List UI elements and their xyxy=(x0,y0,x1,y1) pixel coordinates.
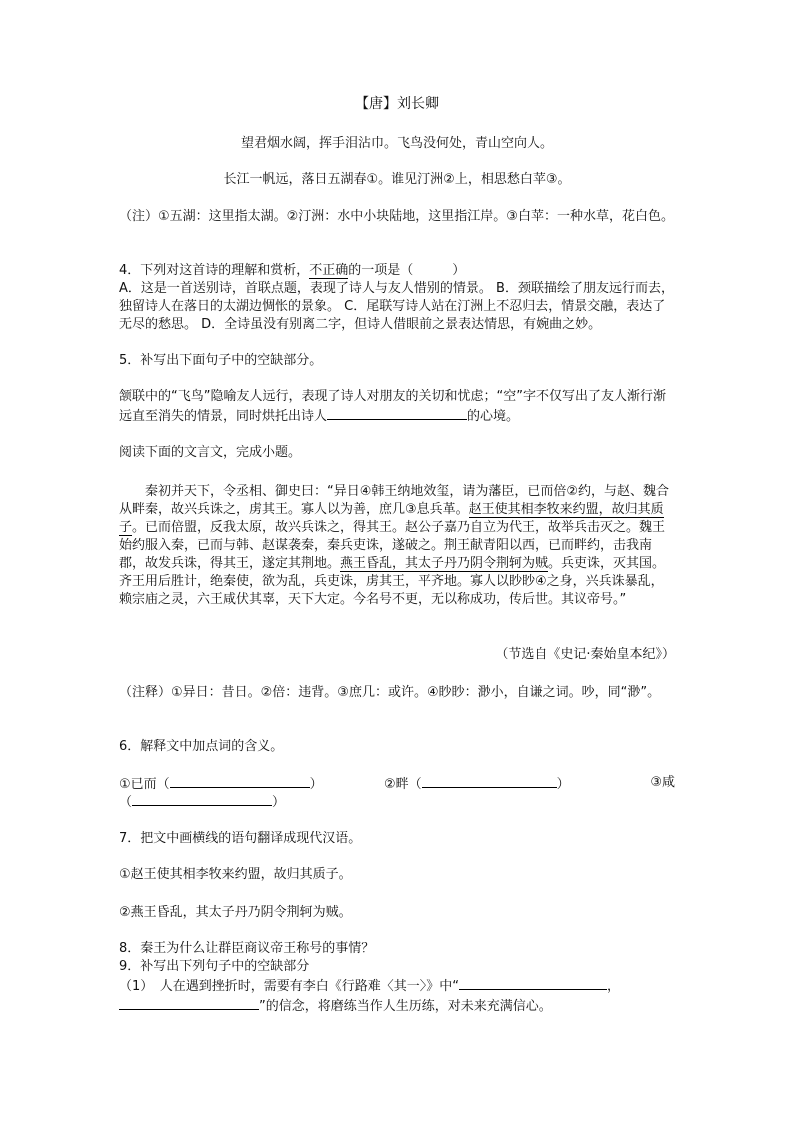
question-5-text xyxy=(119,388,675,426)
question-6-items xyxy=(119,774,675,792)
poem-note: （注）①五湖：这里指太湖。②汀洲：水中小块陆地，这里指江岸。③白苹：一种水草，花白色。 xyxy=(119,209,674,224)
q5-blank[interactable] xyxy=(327,406,467,420)
passage-body xyxy=(119,483,675,609)
q6-item-2: ②畔（ ） xyxy=(384,774,570,794)
q9-blank-2[interactable] xyxy=(119,996,259,1010)
passage-intro: 阅读下面的文言文，完成小题。 xyxy=(119,445,302,460)
poem-line-1: 望君烟水阔，挥手泪沾巾。飞鸟没何处，青山空向人。 xyxy=(240,136,553,151)
question-7-sentence-1: ①赵王使其相李牧来约盟，故归其质子。 xyxy=(119,867,352,882)
q4-stem-a: 4．下列对这首诗的理解和赏析， xyxy=(119,263,310,278)
question-6-item-3-blank: （ ） xyxy=(119,792,675,812)
question-6-stem: 6．解释文中加点词的含义。 xyxy=(119,739,284,754)
q6-item-1: ①已而（ ） xyxy=(119,774,323,794)
question-8: 8．秦王为什么让群臣商议帝王称号的事情？ xyxy=(119,941,375,956)
q5-text-b: 的心境。 xyxy=(467,409,520,424)
passage-part-1: 秦初并天下，令丞相、御史曰：“异日④韩王纳地效玺，请为藩臣，已而倍②约，与赵、魏合从畔秦，故兴兵诛之，虏其王。寡人以为善，庶几③息兵革。 xyxy=(119,484,670,517)
q4-stem-b: 的一项是（ ） xyxy=(348,263,466,278)
q6-blank-1[interactable] xyxy=(170,774,310,788)
q4-options: A．这是一首送别诗，首联点题，表现了诗人与友人惜别的情景。 B．颈联描绘了朋友远行而去，独留诗人在落日的太湖边惆怅的景象。 C．尾联写诗人站在汀洲上不忍归去，情景交融，表达了无尽的愁思。 D．全诗虽没有别离二字，但诗人借眼前之景表达情思，有婉曲之妙。 xyxy=(119,281,674,332)
passage-source: （节选自《史记·秦始皇本纪》） xyxy=(495,647,675,662)
question-9-stem: 9．补写出下列句子中的空缺部分 xyxy=(119,959,310,974)
passage-underlined-2: 燕王昏乱，其太子丹乃阴令荆轲为贼 xyxy=(340,556,549,571)
q6-blank-2[interactable] xyxy=(422,774,557,788)
passage-part-5: 。兵吏诛，灭其国。齐王用后胜计，绝秦使，欲为乱，兵吏诛，虏其王，平齐地。寡人以眇眇④之身，兴兵诛暴乱，赖宗庙之灵，六王咸伏其辜，天下大定。今名号不更，无以称成功，传后世。其议帝号。” xyxy=(119,556,666,607)
question-9-item-1: （1） 人在遇到挫折时，需要有李白《行路难〈其一〉》中“ ， ”的信念，将磨练当作人生历练，对未来充满信心。 xyxy=(119,976,675,1016)
question-7-stem: 7．把文中画横线的语句翻译成现代汉语。 xyxy=(119,831,362,846)
poem-line-2: 长江一帆远，落日五湖春①。谁见汀洲②上，相思愁白苹③。 xyxy=(223,172,571,187)
q6-blank-3[interactable] xyxy=(132,792,272,806)
passage-part-3: 。已而倍盟，反我太原，故兴兵诛之，得其王。赵公子嘉乃自立为代王，故举兵击灭之。魏王始约服入秦，已而与韩、赵谋袭秦，秦兵吏诛，遂破之。荆王献青阳以西，已而畔约，击我南郡，故发兵诛，得其王，遂定其荆地。 xyxy=(119,520,666,571)
q5-text-a: 颔联中的“飞鸟”隐喻友人远行，表现了诗人对朋友的关切和忧虑；“空”字不仅写出了友人渐行渐远直至消失的情景，同时烘托出诗人 xyxy=(119,389,666,424)
poem-author: 【唐】刘长卿 xyxy=(355,96,439,112)
passage-underlined-1: 赵王使其相李牧来约盟，故归其质子 xyxy=(119,502,664,535)
passage-notes: （注释）①异日：昔日。②倍：违背。③庶几：或许。④眇眇：渺小，自谦之词。吵，同“渺”。 xyxy=(119,685,661,700)
q6-item-3: ③咸 xyxy=(650,775,675,790)
q9-blank-1[interactable] xyxy=(459,976,607,990)
question-7-sentence-2: ②燕王昏乱，其太子丹乃阴令荆轲为贼。 xyxy=(119,905,352,920)
question-4 xyxy=(119,262,675,334)
q4-stem-underlined: 不正确 xyxy=(309,263,349,278)
question-5-stem: 5．补写出下面句子中的空缺部分。 xyxy=(119,353,323,368)
